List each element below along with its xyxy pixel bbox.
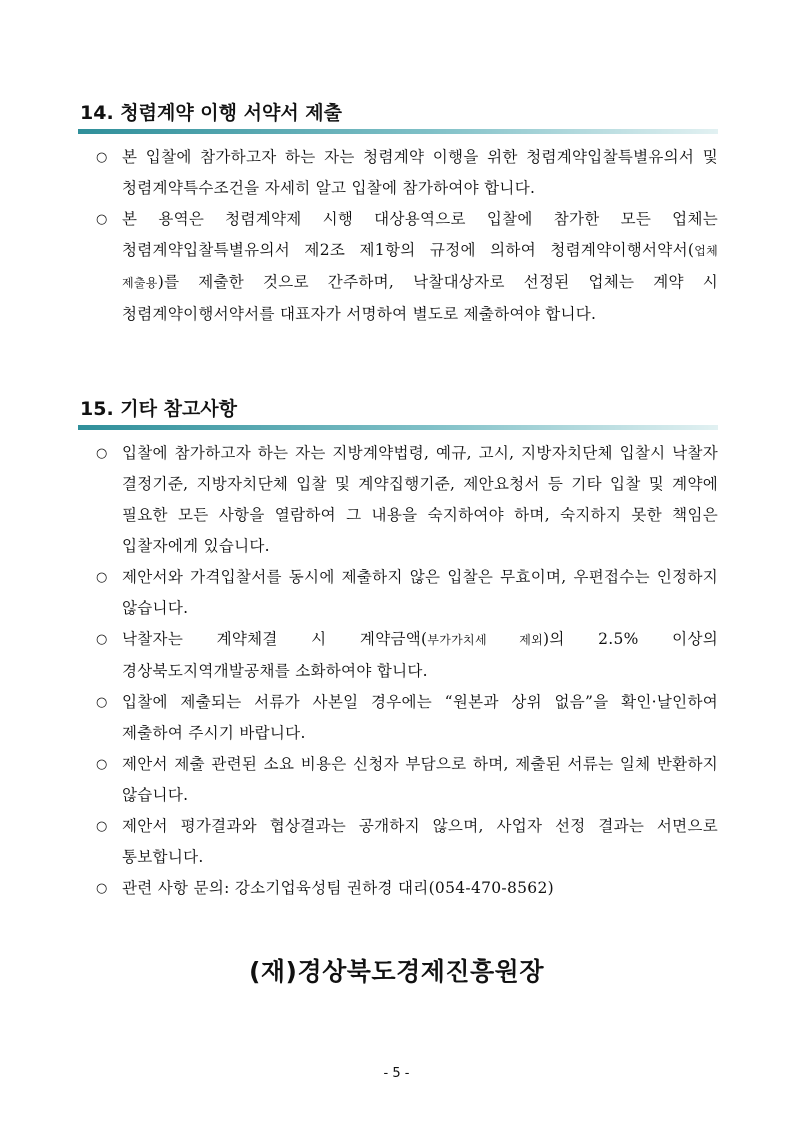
bullet-icon: ○ <box>96 695 108 710</box>
list-item <box>78 438 718 562</box>
list-item <box>78 687 718 749</box>
list-item <box>78 749 718 811</box>
item-text: 관련 사항 문의: 강소기업육성팀 권하경 대리(054-470-8562) <box>122 879 554 897</box>
bullet-icon: ○ <box>96 150 108 165</box>
section-14-divider <box>78 129 718 134</box>
item-note: 업체 제출용 <box>122 244 718 290</box>
section-14 <box>78 100 718 330</box>
item-text: 제안서와 가격입찰서를 동시에 제출하지 않은 입찰은 무효이며, 우편접수는 인정하지 않습니다. <box>122 568 718 617</box>
section-15-title: 15. 기타 참고사항 <box>80 398 238 420</box>
item-text: 입찰에 제출되는 서류가 사본일 경우에는 “원본과 상위 없음”을 확인·날인하여 제출하여 주시기 바랍니다. <box>122 693 718 742</box>
organization-name: (재)경상북도경제진흥원장 <box>248 957 544 986</box>
item-text: 본 입찰에 참가하고자 하는 자는 청렴계약 이행을 위한 청렴계약입찰특별유의서 및 청렴계약특수조건을 자세히 알고 입찰에 참가하여야 합니다. <box>122 148 718 197</box>
item-text: 낙찰자는 계약체결 시 계약금액( <box>122 630 428 648</box>
list-item <box>78 811 718 873</box>
bullet-icon: ○ <box>96 632 108 647</box>
list-item <box>78 562 718 624</box>
bullet-icon: ○ <box>96 881 108 896</box>
bullet-icon: ○ <box>96 570 108 585</box>
bullet-icon: ○ <box>96 446 108 461</box>
item-text: 제안서 평가결과와 협상결과는 공개하지 않으며, 사업자 선정 결과는 서면으로 통보합니다. <box>122 817 718 866</box>
item-text: 입찰에 참가하고자 하는 자는 지방계약법령, 예규, 고시, 지방자치단체 입찰시 낙찰자 결정기준, 지방자치단체 입찰 및 계약집행기준, 제안요청서 등 기타 입찰 및 계약에 필요한 모든 사항을 열람하여 그 내용을 숙지하여야 하며, 숙지하지 못한 책임은 입찰자에게 있습니다. <box>122 444 718 555</box>
item-text: 제안서 제출 관련된 소요 비용은 신청자 부담으로 하며, 제출된 서류는 일체 반환하지 않습니다. <box>122 755 718 804</box>
page-number: - 5 - <box>383 1066 410 1081</box>
item-text: 본 용역은 청렴계약제 시행 대상용역으로 입찰에 참가한 모든 업체는 청렴계약입찰특별유의서 제2조 제1항의 규정에 의하여 청렴계약이행서약서( <box>122 210 718 259</box>
list-item <box>78 873 718 904</box>
list-item <box>78 624 718 687</box>
section-15 <box>78 396 718 904</box>
item-note: 부가가치세 제외 <box>427 633 543 647</box>
item-text: )의 2.5% 이상의 경상북도지역개발공채를 소화하여야 합니다. <box>122 630 718 680</box>
bullet-icon: ○ <box>96 757 108 772</box>
bullet-icon: ○ <box>96 819 108 834</box>
section-14-list <box>78 142 718 330</box>
item-text: )를 제출한 것으로 간주하며, 낙찰대상자로 선정된 업체는 계약 시 청렴계약이행서약서를 대표자가 서명하여 별도로 제출하여야 합니다. <box>122 273 718 323</box>
bullet-icon: ○ <box>96 212 108 227</box>
list-item <box>78 142 718 204</box>
list-item <box>78 204 718 330</box>
section-15-list <box>78 438 718 904</box>
section-15-divider <box>78 425 718 430</box>
section-14-title: 14. 청렴계약 이행 서약서 제출 <box>80 102 343 124</box>
